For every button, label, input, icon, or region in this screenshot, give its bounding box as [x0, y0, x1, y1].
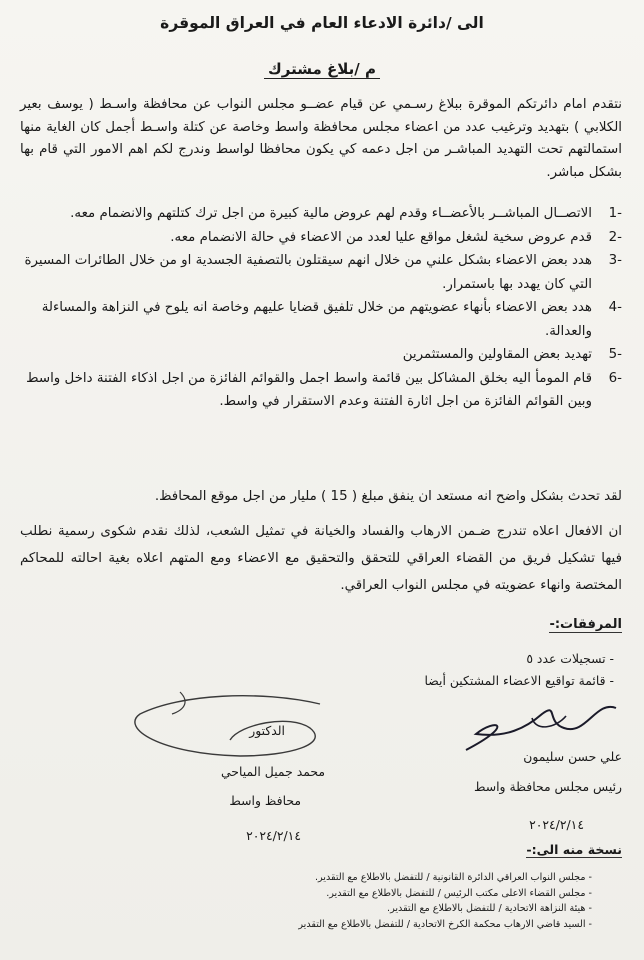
- signature-block-council-head: [382, 742, 622, 840]
- list-item: [20, 296, 622, 343]
- subject-text: م /بلاغ مشترك: [264, 60, 380, 79]
- intro-text: نتقدم امام دائرتكم الموقرة ببلاغ رسـمي عن قيام عضــو مجلس النواب عن محافظة واسـط ( يوسف بعير الكلابي ) بتهديد وترغيب عدد من اعضاء مجلس محافظة واسط وخاصة عن كتلة واسـط أجمل كان الغاية منها استمالتهم تحت التهديد المباشـر من اجل دعمه كي يكون محافظا لواسط وندرج لكم اهم الامور التي قام بها بشكل مباشر.: [20, 97, 622, 180]
- signer-name: علي حسن سليمون: [523, 749, 622, 764]
- item-text: قام المومأ اليه بخلق المشاكل بين قائمة واسط اجمل والقوائم الفائزة من اجل اذكاء الفتنة داخل واسط وبين القوائم الفائزة من اجل اثارة الفتنة وعدم الاستقرار في واسط.: [26, 370, 592, 409]
- list-item: - تسجيلات عدد ٥: [424, 648, 614, 670]
- copies-list: [298, 870, 592, 932]
- item-text: الاتصــال المباشــر بالأعضــاء وقدم لهم عروض مالية كبيرة من اجل ترك كتلتهم والانضمام معه.: [70, 206, 592, 221]
- item-number: -2: [608, 229, 622, 245]
- copies-title: نسخة منه الى:-: [526, 842, 622, 857]
- list-item: [20, 202, 622, 226]
- signature-block-governor: [145, 716, 325, 850]
- points-list: [20, 202, 622, 414]
- list-item: - مجلس النواب العراقي الدائرة القانونية / للتفضل بالاطلاع مع التقدير.: [298, 870, 592, 886]
- list-item: [20, 343, 622, 367]
- request-paragraph: ان الافعال اعلاه تندرج ضـمن الارهاب والفساد والخيانة في تمثيل الشعب، لذلك نقدم شكوى رسمية نطلب فيها تشكيل فريق من القضاء العراقي للتحقق والتحقيق مع الاعضاء ومع المتهم اعلاه بغية احالته للمحاكم المختصة وانهاء عضويته في مجلس النواب العراقي.: [20, 524, 622, 593]
- signer-title: رئيس مجلس محافظة واسط: [473, 779, 622, 794]
- list-item: [20, 367, 622, 414]
- attachments-title: المرفقات:-: [549, 617, 622, 632]
- list-item: - هيئة النزاهة الاتحادية / للتفضل بالاطلاع مع التقدير.: [298, 901, 592, 917]
- item-text: تهديد بعض المقاولين والمستثمرين: [402, 347, 592, 362]
- signer-honorific: الدكتور: [249, 723, 285, 738]
- list-item: - مجلس القضاء الاعلى مكتب الرئيس / للتفضل بالاطلاع مع التقدير.: [298, 886, 592, 902]
- item-number: -4: [608, 300, 622, 315]
- intro-paragraph: [20, 94, 622, 184]
- attachments-list: [424, 648, 614, 692]
- subject-line: [0, 60, 644, 78]
- item-text: قدم عروض سخية لشغل مواقع عليا لعدد من الاعضاء في حالة الانضمام معه.: [170, 229, 592, 245]
- item-number: -3: [608, 253, 622, 268]
- signature-date: ٢٠٢٤/٢/١٤: [246, 828, 301, 843]
- item-text: هدد بعض الاعضاء بأنهاء عضويتهم من خلال تلفيق قضايا عليهم وخاصة انه يلوح في النزاهة والمساءلة والعدالة.: [41, 300, 592, 339]
- list-item: [20, 226, 622, 250]
- item-number: -6: [608, 370, 622, 386]
- signer-name: محمد جميل المياحي: [220, 764, 325, 779]
- list-item: - قائمة تواقيع الاعضاء المشتكين أيضا: [424, 670, 614, 692]
- signature-date: ٢٠٢٤/٢/١٤: [529, 817, 584, 832]
- item-number: -1: [608, 206, 622, 221]
- list-item: [20, 249, 622, 296]
- addressee-line: الى /دائرة الادعاء العام في العراق الموقرة: [160, 14, 484, 32]
- statement-paragraph: لقد تحدث بشكل واضح انه مستعد ان ينفق مبلغ ( 15 ) مليار من اجل موقع المحافظ.: [154, 489, 622, 504]
- item-number: -5: [608, 347, 622, 362]
- signer-title: محافظ واسط: [229, 793, 301, 808]
- item-text: هدد بعض الاعضاء بشكل علني من خلال انهم سيقتلون بالتصفية الجسدية او من خلال الطائرات المسيرة التي كان يهدد بها باستمرار.: [24, 253, 592, 292]
- list-item: - السيد قاضي الارهاب محكمة الكرخ الاتحادية / للتفضل بالاطلاع مع التقدير: [298, 917, 592, 933]
